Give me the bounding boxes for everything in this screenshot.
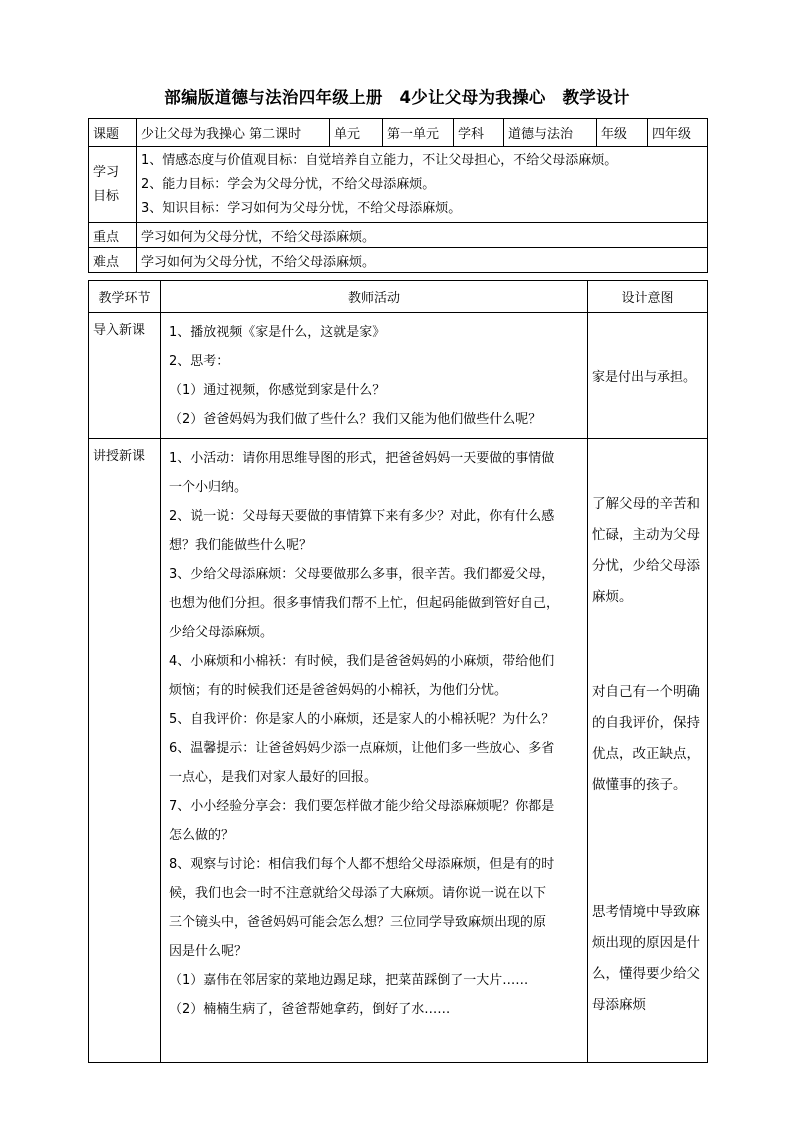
goals-content [137, 147, 708, 223]
goal-line: 2、能力目标：学会为父母分忧，不给父母添麻烦。 [141, 176, 436, 192]
activity-line: （2）爸爸妈妈为我们做了些什么？我们又能为他们做些什么呢？ [169, 412, 542, 427]
activity-line: 2、思考： [169, 354, 230, 369]
col-header-purpose: 设计意图 [588, 281, 708, 313]
subject-value: 道德与法治 [504, 119, 597, 147]
grade-label: 年级 [597, 119, 648, 147]
grade-value: 四年级 [648, 119, 708, 147]
activity-line: 6、温馨提示：让爸爸妈妈少添一点麻烦，让他们多一些放心、多省 [169, 741, 555, 756]
activity-line: 1、小活动：请你用思维导图的形式，把爸爸妈妈一天要做的事情做 [169, 451, 555, 466]
activity-line: （1）通过视频，你感觉到家是什么？ [169, 383, 386, 398]
topic-label: 课题 [89, 119, 137, 147]
col-header-teacher: 教师活动 [161, 281, 588, 313]
activity-line: 三个镜头中，爸爸妈妈可能会怎么想？三位同学导致麻烦出现的原 [169, 915, 547, 930]
activity-line: 想？我们能做些什么呢？ [169, 538, 313, 553]
subject-label: 学科 [454, 119, 504, 147]
activity-line: 1、播放视频《家是什么，这就是家》 [169, 325, 386, 340]
lesson-info-table [88, 118, 708, 273]
activity-line: （1）嘉伟在邻居家的菜地边踢足球，把菜苗踩倒了一大片…… [169, 973, 529, 988]
intro-activities [161, 313, 588, 439]
difficulty-label: 难点 [89, 248, 137, 273]
intro-purpose: 家是付出与承担。 [588, 313, 708, 439]
purpose-block: 思考情境中导致麻烦出现的原因是什么，懂得要少给父母添麻烦 [592, 904, 700, 1013]
col-header-stage: 教学环节 [89, 281, 161, 313]
goals-label [89, 147, 137, 223]
activity-line: 候，我们也会一时不注意就给父母添了大麻烦。请你说一说在以下 [169, 886, 547, 901]
activity-line: 8、观察与讨论：相信我们每个人都不想给父母添麻烦，但是有的时 [169, 857, 555, 872]
activity-line: 烦恼；有的时候我们还是爸爸妈妈的小棉袄，为他们分忧。 [169, 683, 508, 698]
activity-line: 怎么做的？ [169, 828, 235, 843]
activity-line: 4、小麻烦和小棉袄：有时候，我们是爸爸妈妈的小麻烦，带给他们 [169, 654, 555, 669]
key-point-label: 重点 [89, 223, 137, 248]
teach-purpose [588, 439, 708, 1063]
unit-label: 单元 [330, 119, 383, 147]
purpose-block: 对自己有一个明确的自我评价，保持优点，改正缺点，做懂事的孩子。 [592, 684, 700, 793]
difficulty-value: 学习如何为父母分忧，不给父母添麻烦。 [137, 248, 708, 273]
teach-activities [161, 439, 588, 1063]
key-point-value: 学习如何为父母分忧，不给父母添麻烦。 [137, 223, 708, 248]
activity-line: 因是什么呢？ [169, 944, 248, 959]
goal-line: 3、知识目标：学习如何为父母分忧，不给父母添麻烦。 [141, 200, 462, 216]
document-title: 部编版道德与法治四年级上册 4少让父母为我操心 教学设计 [164, 88, 630, 107]
activity-line: 也想为他们分担。很多事情我们帮不上忙，但起码能做到管好自己， [169, 596, 560, 611]
unit-value: 第一单元 [383, 119, 454, 147]
teach-stage: 讲授新课 [89, 439, 161, 1063]
activity-line: 少给父母添麻烦。 [169, 625, 274, 640]
intro-stage: 导入新课 [89, 313, 161, 439]
goals-label-line-2: 目标 [93, 188, 120, 204]
purpose-block: 了解父母的辛苦和忙碌，主动为父母分忧，少给父母添麻烦。 [592, 496, 700, 605]
activity-line: 7、小小经验分享会：我们要怎样做才能少给父母添麻烦呢？你都是 [169, 799, 555, 814]
goal-line: 1、情感态度与价值观目标：自觉培养自立能力，不让父母担心，不给父母添麻烦。 [141, 152, 618, 168]
activity-line: 5、自我评价：你是家人的小麻烦，还是家人的小棉袄呢？为什么？ [169, 712, 555, 727]
activity-line: 2、说一说：父母每天要做的事情算下来有多少？对此，你有什么感 [169, 509, 555, 524]
activity-line: （2）楠楠生病了，爸爸帮她拿药，倒好了水…… [169, 1002, 451, 1017]
topic-value: 少让父母为我操心 第二课时 [137, 119, 330, 147]
activity-line: 一个小归纳。 [169, 480, 248, 495]
activity-line: 3、少给父母添麻烦：父母要做那么多事，很辛苦。我们都爱父母， [169, 567, 555, 582]
activity-line: 一点心，是我们对家人最好的回报。 [169, 770, 378, 785]
teaching-process-table [88, 280, 708, 1063]
goals-label-line-1: 学习 [93, 164, 120, 180]
